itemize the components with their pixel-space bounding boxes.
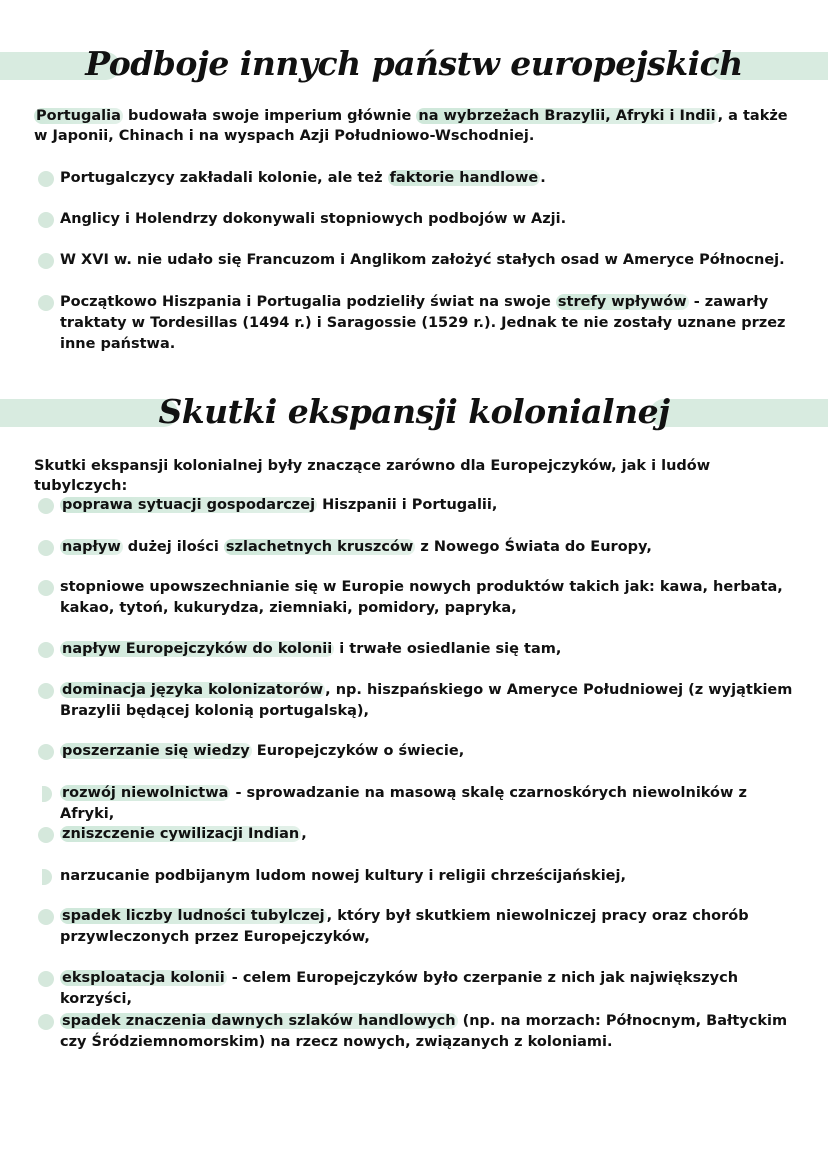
list-item — [38, 866, 796, 887]
bullet-icon — [38, 498, 54, 514]
list-item — [38, 741, 796, 762]
list-item-text: W XVI w. nie udało się Francuzom i Anglikom założyć stałych osad w Ameryce Północnej. — [60, 252, 785, 268]
list-item — [38, 824, 796, 845]
text: Początkowo Hiszpania i Portugalia podzieliły świat na swoje — [60, 294, 556, 310]
list-item — [38, 495, 796, 516]
section-title: Podboje innych państw europejskich — [85, 44, 743, 83]
highlight: spadek znaczenia dawnych szlaków handlowych — [62, 1013, 456, 1029]
highlight: szlachetnych kruszców — [225, 539, 414, 555]
highlight: eksploatacja kolonii — [62, 970, 225, 986]
highlight: spadek liczby ludności tubylczej — [62, 908, 325, 924]
text: - sprowadzanie na masową skalę czarnoskórych niewolników z Afryki, — [60, 785, 747, 822]
bullet-icon — [38, 827, 54, 843]
list-item — [38, 209, 796, 230]
highlight: napływ Europejczyków do kolonii — [62, 641, 333, 657]
highlight: na wybrzeżach Brazylii, Afryki i Indii — [418, 108, 716, 124]
text: , który był skutkiem niewolniczej pracy oraz chorób przywleczonych przez Europejczyków, — [60, 908, 749, 945]
list-item — [38, 250, 796, 271]
bullet-icon — [38, 540, 54, 556]
text: , — [301, 826, 307, 842]
text: , a także w Japonii, Chinach i na wyspach Azji Południowo-Wschodniej. — [34, 108, 788, 144]
bullet-icon — [42, 786, 52, 802]
list-item — [38, 1011, 796, 1053]
bullet-icon — [38, 909, 54, 925]
text: Portugalczycy zakładali kolonie, ale też — [60, 170, 388, 186]
list-item — [38, 292, 796, 355]
list-item-text: stopniowe upowszechnianie się w Europie nowych produktów takich jak: kawa, herbata, kakao, tytoń, kukurydza, ziemniaki, pomidory, papryka, — [60, 579, 783, 616]
bullet-icon — [38, 253, 54, 269]
highlight: strefy wpływów — [557, 294, 687, 310]
highlight: Portugalia — [36, 108, 121, 124]
text: . — [540, 170, 546, 186]
text: z Nowego Świata do Europy, — [415, 539, 652, 555]
list-item-text: narzucanie podbijanym ludom nowej kultury i religii chrześcijańskiej, — [60, 868, 626, 884]
text: , np. hiszpańskiego w Ameryce Południowej (z wyjątkiem Brazylii będącej kolonią portugalską), — [60, 682, 793, 719]
bullet-icon — [42, 869, 52, 885]
text: - zawarły traktaty w Tordesillas (1494 r.) i Saragossie (1529 r.). Jednak te nie zostały uznane przez inne państwa. — [60, 294, 786, 352]
list-item — [38, 968, 796, 1010]
list-item — [38, 680, 796, 722]
bullet-icon — [38, 295, 54, 311]
text: i trwałe osiedlanie się tam, — [334, 641, 562, 657]
text: - celem Europejczyków było czerpanie z nich jak największych korzyści, — [60, 970, 739, 1007]
bullet-icon — [38, 744, 54, 760]
section-title: Skutki ekspansji kolonialnej — [158, 392, 670, 431]
list-item — [38, 906, 796, 948]
list-item-text: Anglicy i Holendrzy dokonywali stopniowych podbojów w Azji. — [60, 211, 567, 227]
highlight: dominacja języka kolonizatorów — [62, 682, 324, 698]
text: Europejczyków o świecie, — [251, 743, 465, 759]
highlight: rozwój niewolnictwa — [62, 785, 229, 801]
list-item — [38, 639, 796, 660]
section-intro: Skutki ekspansji kolonialnej były znaczące zarówno dla Europejczyków, jak i ludów tubylczych: — [34, 458, 711, 494]
text: (np. na morzach: Północnym, Bałtyckim czy Śródziemnomorskim) na rzecz nowych, związanych z koloniami. — [60, 1013, 788, 1050]
text: budowała swoje imperium głównie — [122, 108, 417, 124]
highlight: faktorie handlowe — [389, 170, 539, 186]
bullet-icon — [38, 212, 54, 228]
highlight: zniszczenie cywilizacji Indian — [62, 826, 300, 842]
bullet-icon — [38, 971, 54, 987]
highlight: napływ — [62, 539, 121, 555]
highlight: poszerzanie się wiedzy — [62, 743, 250, 759]
list-item — [38, 168, 796, 189]
bullet-icon — [38, 683, 54, 699]
list-item — [38, 537, 796, 558]
bullet-icon — [38, 171, 54, 187]
bullet-icon — [38, 642, 54, 658]
text: Hiszpanii i Portugalii, — [317, 497, 498, 513]
bullet-icon — [38, 1014, 54, 1030]
text: dużej ilości — [122, 539, 224, 555]
highlight: poprawa sytuacji gospodarczej — [62, 497, 316, 513]
section-intro — [34, 106, 794, 146]
list-item — [38, 783, 796, 825]
list-item — [38, 577, 796, 619]
bullet-icon — [38, 580, 54, 596]
